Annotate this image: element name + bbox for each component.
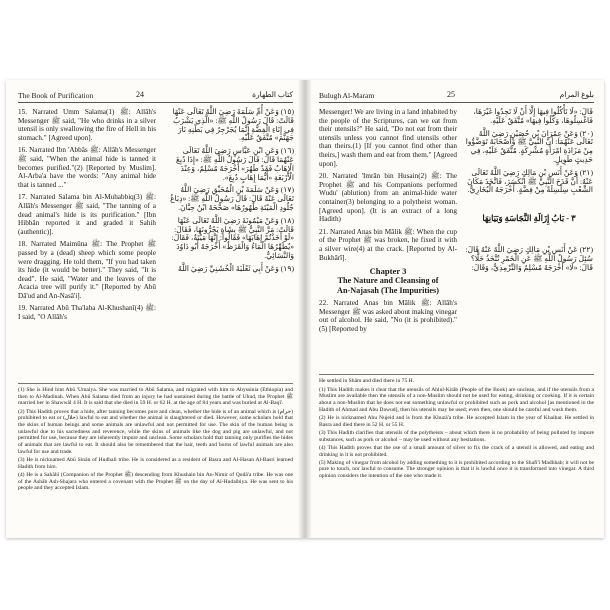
open-book [6, 80, 604, 538]
right-arabic-running-title: بلوغ المرام [559, 90, 594, 99]
footnote-1: (1) She is Hind bint Abū 'Umaiya. She was married to Abū Salama, and migrated with him to Abyssinia (Ethiopia) and then to Al-Madinah. When Abū Salama died from an injury he had sustained during the battle of Uhud, the Prophet ﷺ married her in Shawwāl 4 H. It is said that she died in 59 H. or 62 H. at the age of 84 years and was buried at Al-Baqī'. [18, 387, 293, 407]
chapter-heading [319, 266, 457, 296]
left-arabic-column [166, 108, 294, 278]
left-english-column [18, 108, 156, 326]
hadith-17-en: 17. Narrated Salama bin Al-Muhabbiq(3) ﷺ: Allāh's Messenger ﷺ said, "The tanning of a dead animal's hide is its purification." [Ibn Hibbān reported it and graded it Sahih (authentic)]. [18, 193, 156, 236]
footnote-5: (5) Making of vinegar from alcohol by adding something to it is prohibited according to the Shafi'ī Madhhab; it will not be pure to touch, nor lawful to consume. The stronger opinion is that it is lawful once it is transformed into vinegar. A third opinion considers the intention of the one who made it. [319, 459, 594, 480]
hadith-22-en: 22. Narrated Anas bin Mālik ﷺ: Allāh's Messenger ﷺ was asked about making vinegar out of alcohol. He said, "No (it is prohibited)."(5) [Reported by [319, 299, 457, 333]
footnote-4: (4) This Hadith proves that the use of a small amount of silver to fix the crack of a utensil is allowed, and eating and drinking in it is not prohibited. [319, 444, 594, 458]
right-english-column [319, 108, 457, 337]
chapter-title-line-2: An-Najasah (The Impurities) [337, 286, 439, 296]
hadith-20-en: 20. Narrated 'Imrān bin Husain(2) ﷺ: The Prophet ﷺ and his Companions performed Wudu' (ablution) from an animal-hide water container(3) belonging to a polytheist woman. [Agreed upon]. (It is an extract of a long Hadith) [319, 172, 458, 224]
left-running-title: The Book of Purification [18, 91, 94, 100]
chapter-title-line-1: The Nature and Cleansing of [337, 276, 439, 286]
right-page-number: 25 [447, 90, 455, 99]
right-footnotes [319, 374, 594, 481]
left-footnotes [18, 383, 293, 494]
hadith-16-ar: (١٦) وَعَنِ ابْنِ عَبَّاسٍ رَضِيَ اللَّهُ تَعَالَى عَنْهُمَا قَالَ: قَالَ رَسُولُ اللَّهِ ﷺ: «إِذَا دُبِغَ الْإِهَابُ فَقَدْ طَهُرَ» أَخْرَجَهُ مُسْلِمٌ، وَعِنْدَ الْأَرْبَعَةِ «أَيُّمَا إِهَابٍ دُبِغَ». [175, 146, 294, 182]
hadith-16-en: 16. Narrated Ibn 'Abbās ﷺ: Allāh's Messenger ﷺ said, "When the animal hide is tanned it becomes purified."(2) [Reported by Muslim]. Al-Arba'a have the words: "Any animal hide that is tanned ..." [18, 146, 156, 189]
right-running-title: Bulugh Al-Maram [319, 91, 375, 100]
arabic-chapter-heading: ٣ - بَابُ إِزَالَةِ النَّجَاسَةِ وَبَيَانِهَا [482, 214, 576, 224]
hadith-18-ar: (١٨) وَعَنْ مَيْمُونَةَ رَضِيَ اللَّهُ تَعَالَى عَنْهَا قَالَتْ: مَرَّ النَّبِيُّ ﷺ بِشَاةٍ يَجُرُّونَهَا، فَقَالَ: «لَوْ أَخَذْتُمْ إِهَابَهَا» فَقَالُوا: إِنَّهَا مَيْتَةٌ، فَقَالَ: «يُطَهِّرُهَا الْمَاءُ وَالْقَرَظُ» أَخْرَجَهُ أَبُو دَاوُدَ وَالنَّسَائِيُّ. [171, 215, 294, 260]
hadith-21-en: 21. Narrated Anas bin Mālik ﷺ: When the cup of the Prophet ﷺ was broken, he fixed it with a silver wire(4) at the crack. [Reported by Al-Bukhārī]. [319, 227, 457, 262]
hadith-19-continued-ar: قَالَ: «لَا تَأْكُلُوا فِيهَا إِلَّا أَنْ لَا تَجِدُوا غَيْرَهَا، فَاغْسِلُوهَا، وَكُلُوا فِيهَا» مُتَّفَقٌ عَلَيْهِ. [473, 107, 593, 125]
footnote-3: (3) He is nicknamed Abū Sinān of Hudhali tribe. He is considered as a resident of Basra and Al-Hasan Al-Basri learned Hadith from him. [18, 457, 293, 470]
footnote-4: (4) He is a Sahābī (Companion of the Prophet ﷺ) descending from Khushain bin An-Nimir of Qudā'a tribe. He was one of the Ashāb Ash-Shajara who entered a covenant with the Prophet ﷺ on the day of Al-Hudaibiya. He was sent to his people and they accepted Islam. [18, 471, 294, 492]
hadith-21-ar: (٢١) وَعَنْ أَنَسِ بْنِ مَالِكٍ رَضِيَ اللَّهُ تَعَالَى عَنْهُ: أَنَّ قَدَحَ النَّبِيِّ ﷺ انْكَسَرَ، فَاتَّخَذَ مَكَانَ الشَّعْبِ سِلْسِلَةً مِنْ فِضَّةٍ. أَخْرَجَهُ الْبُخَارِيُّ. [467, 167, 593, 195]
hadith-17-ar: (١٧) وَعَنْ سَلَمَةَ بْنِ الْمُحَبِّقِ رَضِيَ اللَّهُ تَعَالَى عَنْهُ قَالَ: قَالَ رَسُولُ اللَّهِ ﷺ: «دِبَاغُ جُلُودِ الْمَيْتَةِ طُهُورُهَا» صَحَّحَهُ ابْنُ حِبَّانَ. [170, 185, 294, 212]
left-page-number: 24 [136, 90, 144, 99]
hadith-22-ar: (٢٢) عَنْ أَنَسِ بْنِ مَالِكٍ رَضِيَ اللَّهُ عَنْهُ قَالَ: سُئِلَ رَسُولُ اللَّهِ ﷺ عَنِ الْخَمْرِ تُتَّخَذُ خَلًّا؟ قَالَ: «لَا» أَخْرَجَهُ مُسْلِمٌ وَالتِّرْمِذِيُّ، وَقَالَ: [465, 244, 593, 272]
chapter-number: Chapter 3 [369, 266, 407, 277]
right-page-header [319, 90, 594, 103]
footnote-2: (2) This Hadith proves that a hide, after tanning becomes pure and clean, whether the hide is of an animal which is (حرام) prohibited to eat or (حلال) lawful to eat and whether the animal is slaughtered or died. However, some scholars hold that the skins of human beings and some animals are unlawful and not permitted for use. The skin of the human being is unlawful due to his sacredness and reverence, while the skins of animals like the dog and pig are unlawful, and not permitted for use, because they are inherently impure and unclean. Some scholars hold that tanning only purifies the hides of animals that are lawful to eat. It should also be remembered that the hair, teeth and horns of lawful animals are also lawful for use and trade. [18, 408, 293, 455]
hadith-18-en: 18. Narrated Maimūna ﷺ: The Prophet ﷺ passed by a (dead) sheep which some people were dragging. He told them, "If you had taken its hide (it would be better)." They said, "It is dead". He said, "Water and the leaves of the Acacia tree will purify it." [Reported by Abū Dā'ud and An-Nasā'i]. [18, 240, 157, 300]
footnote-3: (3) This Hadith clarifies that utensils of the polytheists – about which there is no probability of being polluted by impure substances, such as pork or alcohol – may be used without any hesitations. [319, 429, 594, 443]
left-page-header [18, 90, 293, 103]
hadith-19-continued-en: Messenger! We are living in a land inhabited by the people of the Scriptures, can we eat from their utensils?" He said, "Do not eat from their utensils unless you cannot find utensils other than theirs.(1) [If you cannot find other than theirs,] wash them and eat from them." [Agreed upon]. [319, 108, 457, 168]
left-arabic-running-title: كتاب الطهارة [252, 90, 293, 99]
right-arabic-column [465, 108, 593, 276]
right-page [307, 80, 604, 538]
hadith-15-en: 15. Narrated Umm Salama(1) ﷺ: Allāh's Messenger ﷺ said, "He who drinks in a silver utensil is only swallowing the fire of Hell in his stomach." [Agreed upon]. [18, 108, 157, 142]
hadith-19-ar: (١٩) وَعَنْ أَبِي ثَعْلَبَةَ الْخُشَنِيِّ رَضِيَ اللَّهُ [178, 263, 294, 273]
footnote-continuation: He settled in Shām and died there in 75 H. [319, 378, 415, 384]
hadith-15-ar: (١٥) وَعَنْ أُمِّ سَلَمَةَ رَضِيَ اللَّهُ تَعَالَى عَنْهَا قَالَتْ: قَالَ رَسُولُ اللَّهِ ﷺ: «الَّذِي يَشْرَبُ فِي إِنَاءِ الْفِضَّةِ إِنَّمَا يُجَرْجِرُ فِي بَطْنِهِ نَارَ جَهَنَّمَ» مُتَّفَقٌ عَلَيْهِ. [172, 107, 294, 143]
left-page [6, 80, 303, 538]
hadith-19-en: 19. Narrated Abū Tha'laba Al-Khushanī(4) ﷺ: I said, "O Allāh's [18, 304, 156, 322]
footnote-2: (2) He is nicknamed Abu Nujeid and is from the Khuzā'a tribe. He accepted Islam in the year of Khaibar. He settled in Basra and died there in 52 H. or 55 H. [319, 415, 594, 428]
footnote-1: (1) This Hadith makes it clear that the utensils of Ahlul-Kitāb (People of the Book) are unclean, and if the utensils from a Muslim are available then the utensils of a non-Muslim should not be used for eating, drinking or cooking. If it is certain about a non-Muslim that he does not eat something unlawful or prohibited such as pork and alcohol [as mentioned in the Hadith of Ahmad and Abu Dawud], then his utensils may be used; even then, one should be careful and wash them. [319, 386, 594, 413]
hadith-20-ar: (٢٠) وَعَنْ عِمْرَانَ بْنِ حُصَيْنٍ رَضِيَ اللَّهُ تَعَالَى عَنْهُمَا: أَنَّ النَّبِيَّ ﷺ وَأَصْحَابَهُ تَوَضَّؤُوا مِنْ مَزَادَةِ امْرَأَةٍ مُشْرِكَةٍ. مُتَّفَقٌ عَلَيْهِ، فِي حَدِيثٍ طَوِيلٍ. [465, 128, 593, 164]
